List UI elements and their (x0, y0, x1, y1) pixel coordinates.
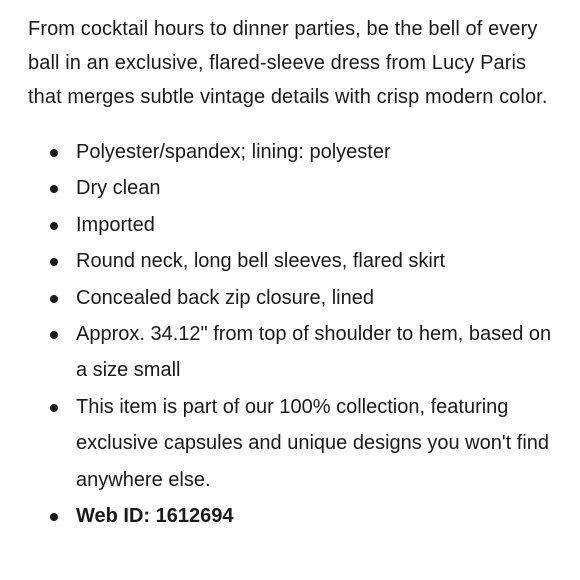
feature-text: Imported (76, 213, 155, 236)
feature-text: Round neck, long bell sleeves, flared skirt (76, 250, 446, 273)
feature-item-closure (28, 280, 558, 316)
product-details (28, 12, 558, 534)
feature-item-length (28, 316, 558, 389)
bullet-icon (50, 258, 58, 266)
feature-list (28, 134, 558, 534)
web-id-text: Web ID: 1612694 (76, 505, 234, 528)
feature-item-style (28, 243, 558, 279)
feature-item-material (28, 134, 558, 170)
feature-text: Polyester/spandex; lining: polyester (76, 141, 391, 163)
feature-text: Approx. 34.12" from top of shoulder to hem, based on a size small (76, 323, 552, 382)
bullet-icon (50, 149, 58, 157)
bullet-icon (50, 513, 58, 521)
bullet-icon (50, 404, 58, 412)
feature-item-origin (28, 207, 558, 243)
feature-text: Dry clean (76, 177, 161, 200)
feature-text: This item is part of our 100% collection, featuring exclusive capsules and unique designs you won't find anywhere else. (76, 395, 550, 491)
bullet-icon (50, 185, 58, 193)
product-description: From cocktail hours to dinner parties, be the bell of every ball in an exclusive, flared-sleeve dress from Lucy Paris that merges subtle vintage details with crisp modern color. (28, 18, 548, 108)
bullet-icon (50, 295, 58, 303)
bullet-icon (50, 331, 58, 339)
feature-text: Concealed back zip closure, lined (76, 286, 374, 309)
feature-item-care (28, 170, 558, 206)
bullet-icon (50, 222, 58, 230)
feature-item-collection (28, 389, 558, 498)
feature-item-web-id (28, 498, 558, 534)
